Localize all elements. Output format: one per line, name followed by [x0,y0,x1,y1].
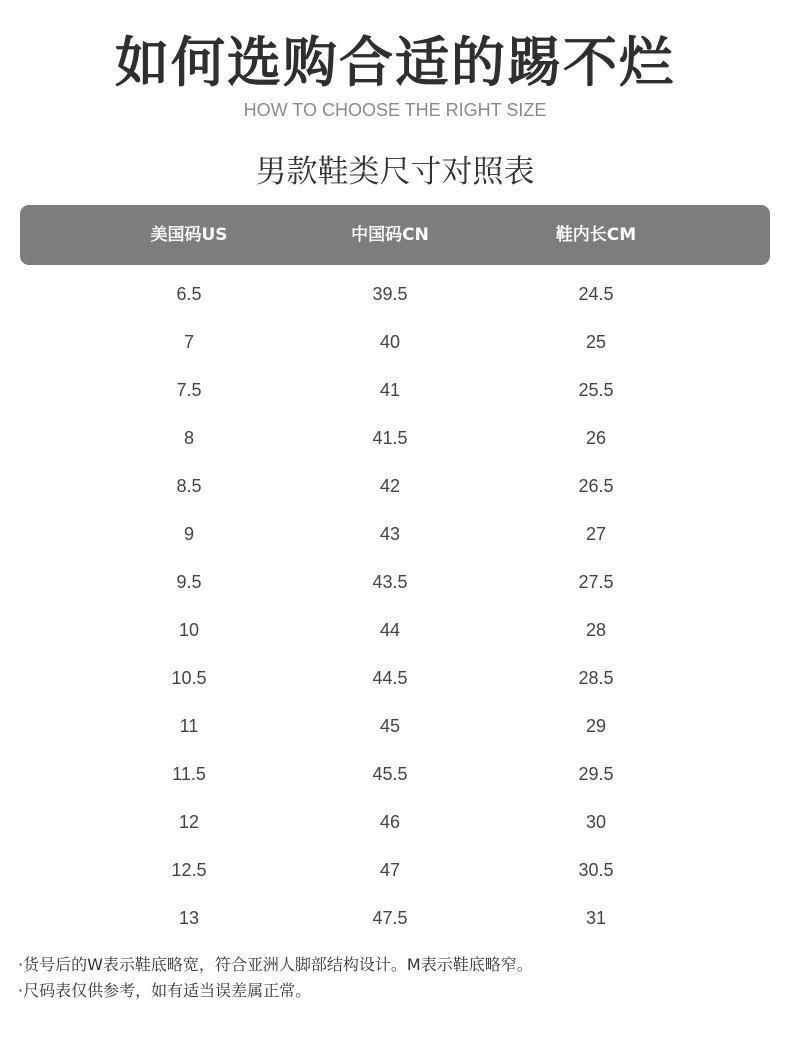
cell-cm-length: 28.5 [578,668,614,688]
cell-us-size: 7 [183,332,194,352]
header-cn-size: 中国码CN [351,225,429,245]
cell-us-size: 6.5 [176,284,202,304]
cell-cn-size: 47.5 [372,908,408,928]
cell-us-size: 12 [178,812,200,832]
table-row [0,894,790,942]
cell-cn-size: 44 [379,620,401,640]
cell-cm-length: 28 [585,620,607,640]
table-row [0,462,790,510]
cell-cn-size: 45 [379,716,401,736]
table-row [0,798,790,846]
cell-us-size: 13 [178,908,200,928]
size-table-body [0,270,790,942]
cell-cn-size: 43 [379,524,401,544]
cell-us-size: 10.5 [171,668,207,688]
cell-us-size: 12.5 [171,860,207,880]
cell-us-size: 11.5 [172,764,206,784]
cell-cm-length: 27.5 [578,572,614,592]
cell-cm-length: 31 [585,908,607,928]
page-title: 如何选购合适的踢不烂 [115,31,675,94]
cell-us-size: 8.5 [176,476,202,496]
cell-cm-length: 29 [585,716,607,736]
table-row [0,270,790,318]
table-row [0,510,790,558]
cell-us-size: 8 [183,428,194,448]
table-row [0,318,790,366]
header-cm-length: 鞋内长CM [555,225,637,245]
cell-us-size: 9 [183,524,194,544]
cell-cm-length: 24.5 [578,284,614,304]
table-row [0,414,790,462]
note-width-info: ·货号后的W表示鞋底略宽，符合亚洲人脚部结构设计。M表示鞋底略窄。 [18,955,533,974]
cell-cn-size: 43.5 [372,572,408,592]
cell-us-size: 10 [178,620,200,640]
size-notes [18,952,778,1004]
cell-cm-length: 26.5 [578,476,614,496]
note-disclaimer: ·尺码表仅供参考，如有适当误差属正常。 [18,981,312,1000]
cell-cn-size: 39.5 [372,284,408,304]
cell-us-size: 11 [179,716,199,736]
cell-cn-size: 40 [379,332,401,352]
table-row [0,606,790,654]
cell-cm-length: 29.5 [578,764,614,784]
table-row [0,654,790,702]
cell-cn-size: 44.5 [372,668,408,688]
table-row [0,366,790,414]
cell-cm-length: 30.5 [578,860,614,880]
header-us-size: 美国码US [150,225,228,245]
table-row [0,750,790,798]
cell-cn-size: 41 [379,380,401,400]
page-subtitle: HOW TO CHOOSE THE RIGHT SIZE [243,100,547,120]
cell-cm-length: 30 [585,812,607,832]
cell-cm-length: 26 [585,428,607,448]
cell-cm-length: 25 [585,332,607,352]
table-title: 男款鞋类尺寸对照表 [255,154,535,190]
cell-cm-length: 27 [585,524,607,544]
cell-us-size: 9.5 [176,572,202,592]
table-row [0,558,790,606]
cell-cn-size: 41.5 [372,428,408,448]
table-row [0,702,790,750]
size-table-header [20,205,770,265]
cell-cm-length: 25.5 [578,380,614,400]
cell-cn-size: 47 [379,860,401,880]
cell-cn-size: 46 [379,812,401,832]
table-row [0,846,790,894]
cell-cn-size: 42 [379,476,401,496]
cell-us-size: 7.5 [176,380,202,400]
cell-cn-size: 45.5 [372,764,408,784]
